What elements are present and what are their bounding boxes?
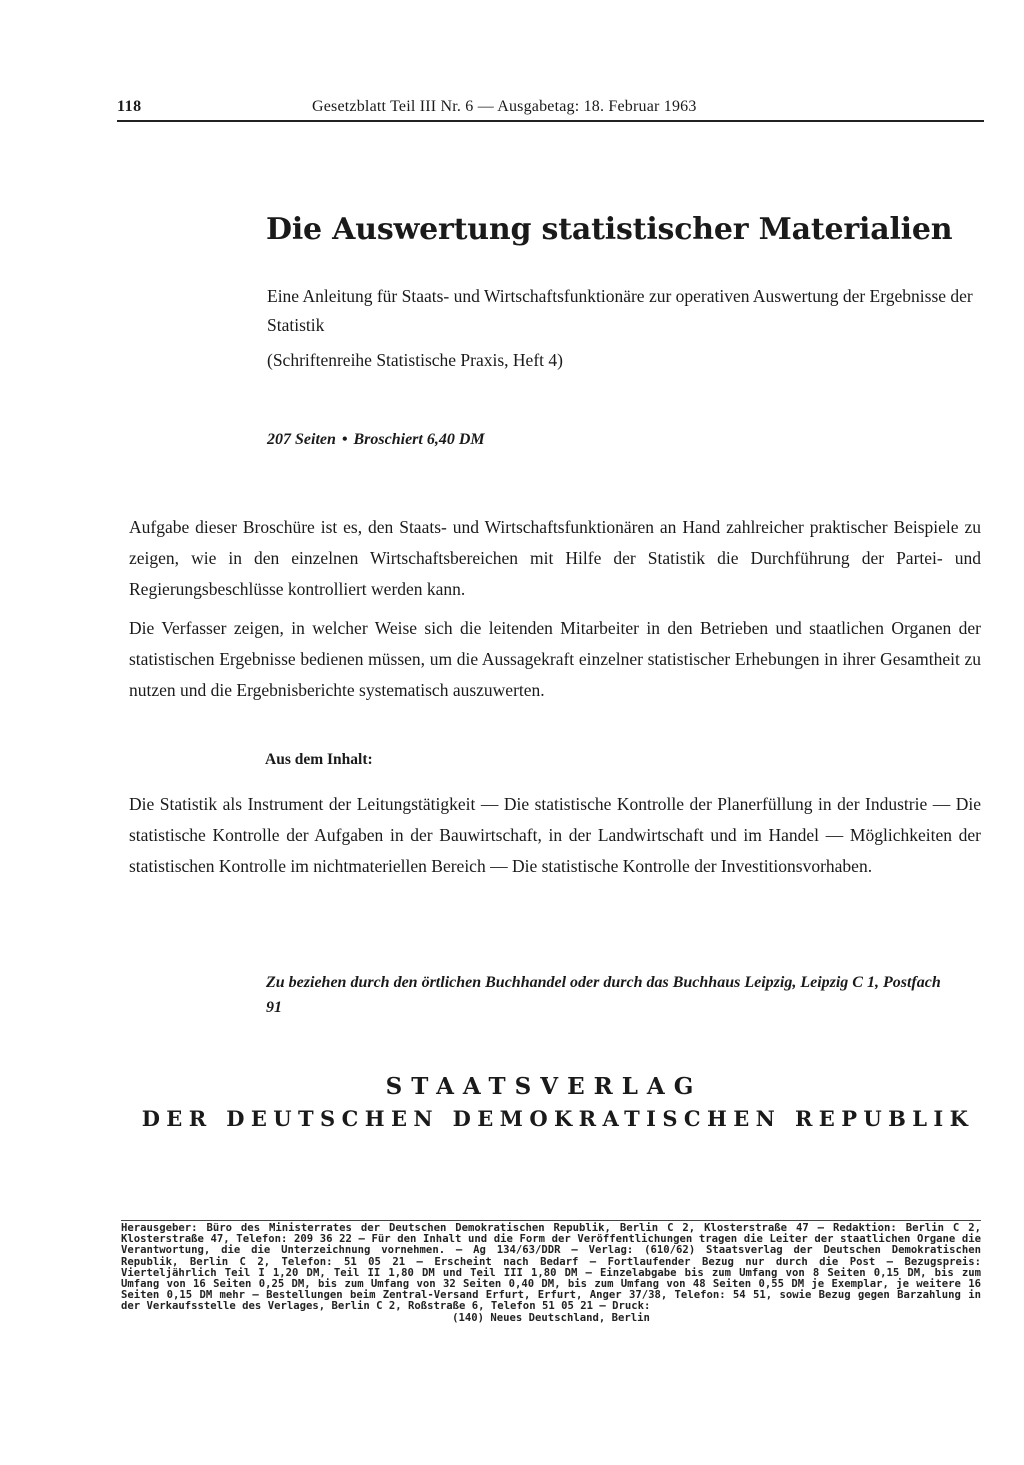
series-line: (Schriftenreihe Statistische Praxis, Heft 4) (267, 350, 563, 370)
price-separator: • (341, 431, 348, 448)
running-header (117, 96, 984, 122)
page-number: 118 (117, 98, 142, 115)
page-count: 207 Seiten (267, 431, 336, 448)
contents-paragraph: Die Statistik als Instrument der Leitungstätigkeit — Die statistische Kontrolle der Planerfüllung in der Industrie — Die statistische Kontrolle der Aufgaben in der Bauwirtschaft, in der Landwirtschaft und im Handel — Möglichkeiten der statistischen Kontrolle im nichtmateriellen Bereich — Die statistische Kontrolle der Investitionsvorhaben. (129, 794, 981, 876)
book-title: Die Auswertung statistischer Materialien (266, 212, 953, 247)
publisher-name: STAATSVERLAG (385, 1073, 703, 1100)
imprint-printer: (140) Neues Deutschland, Berlin (452, 1311, 650, 1324)
description-paragraph-2: Die Verfasser zeigen, in welcher Weise sich die leitenden Mitarbeiter in den Betrieben und staatlichen Organen der statistischen Ergebnisse bedienen müssen, um die Aussagekraft einzelner statistischer Erhebungen in ihrer Gesamtheit zu nutzen und die Ergebnisberichte systematisch auszuwerten. (129, 618, 981, 700)
contents-heading: Aus dem Inhalt: (265, 751, 373, 768)
description-paragraph-1: Aufgabe dieser Broschüre ist es, den Staats- und Wirtschaftsfunktionären an Hand zahlreicher praktischer Beispiele zu zeigen, wie in den einzelnen Wirtschaftsbereichen mit Hilfe der Statistik die Durchführung der Partei- und Regierungsbeschlüsse kontrolliert werden kann. (129, 517, 981, 599)
imprint-text: Herausgeber: Büro des Ministerrates der Deutschen Demokratischen Republik, Berlin C 2, Klosterstraße 47 – Redaktion: Berlin C 2, Klosterstraße 47, Telefon: 209 36 22 – Für den Inhalt und die Form der Veröffentlichungen tragen die Leiter der staatlichen Organe die Verantwortung, die die Unterzeichnung vornehmen. – Ag 134/63/DDR – Verlag: (610/62) Staatsverlag der Deutschen Demokratischen Republik, Berlin C 2, Telefon: 51 05 21 – Erscheint nach Bedarf – Fortlaufender Bezug nur durch die Post – Bezugspreis: Vierteljährlich Teil I 1,20 DM, Teil II 1,80 DM und Teil III 1,80 DM – Einzelabgabe bis zum Umfang von 8 Seiten 0,15 DM, bis zum Umfang von 16 Seiten 0,25 DM, bis zum Umfang von 32 Seiten 0,40 DM, bis zum Umfang von 48 Seiten 0,55 DM je Exemplar, je weitere 16 Seiten 0,15 DM mehr – Bestellungen beim Zentral-Versand Erfurt, Erfurt, Anger 37/38, Telefon: 54 51, sowie Bezug gegen Barzahlung in der Verkaufsstelle des Verlages, Berlin C 2, Roßstraße 6, Telefon 51 05 21 – Druck: (121, 1222, 981, 1313)
price: Broschiert 6,40 DM (353, 431, 485, 448)
subtitle-line: Eine Anleitung für Staats- und Wirtschaftsfunktionäre zur operativen Auswertung der Ergebnisse der Statistik (267, 286, 973, 335)
book-subtitle (267, 282, 987, 375)
imprint (121, 1223, 981, 1324)
price-line (267, 431, 485, 449)
order-note: Zu beziehen durch den örtlichen Buchhandel oder durch das Buchhaus Leipzig, Leipzig C 1, Postfach 91 (266, 974, 941, 1016)
publisher-country: DER DEUTSCHEN DEMOKRATISCHEN REPUBLIK (141, 1106, 975, 1131)
header-title: Gesetzblatt Teil III Nr. 6 — Ausgabetag: 18. Februar 1963 (312, 98, 697, 115)
imprint-divider (121, 1220, 981, 1221)
